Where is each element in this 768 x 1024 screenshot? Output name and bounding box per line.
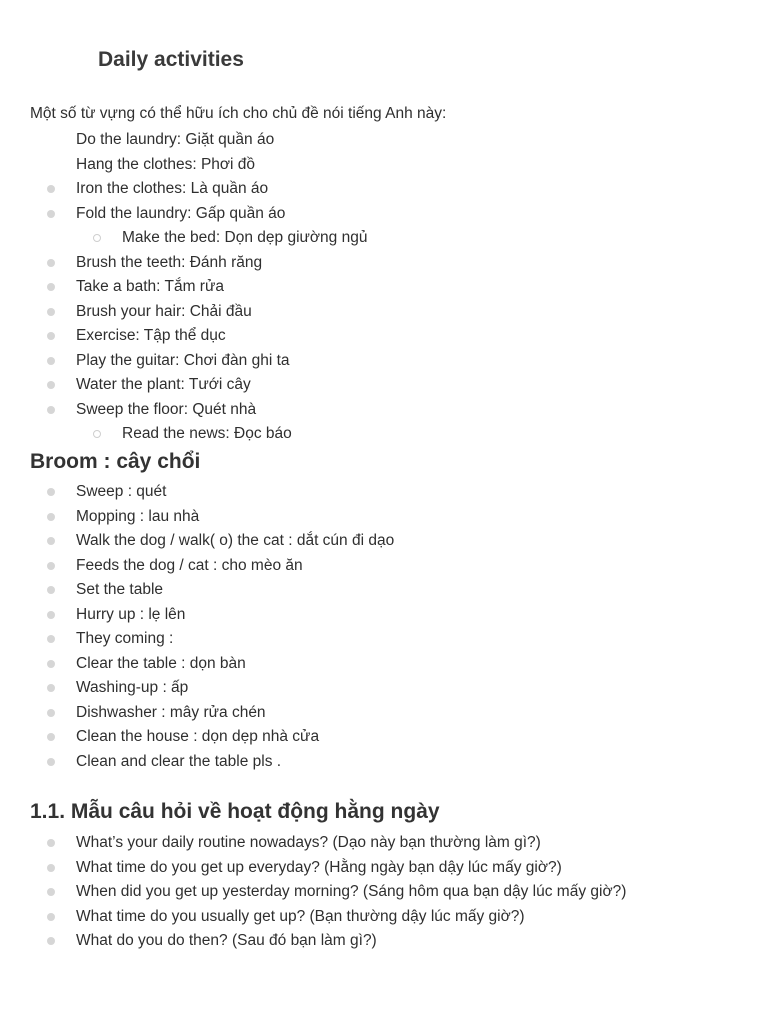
list-item-text: Clean the house : dọn dẹp nhà cửa: [76, 728, 320, 745]
list-item-text: Sweep : quét: [76, 483, 167, 500]
bullet-icon: [47, 537, 55, 545]
list-item-text: Washing-up : ấp: [76, 679, 189, 696]
bullet-icon: [47, 185, 55, 193]
list-item-text: Clear the table : dọn bàn: [76, 654, 246, 672]
intro-text[interactable]: Một số từ vựng có thể hữu ích cho chủ đề nói tiếng Anh này:: [30, 105, 447, 122]
list-item-text: Do the laundry: Giặt quần áo: [76, 131, 275, 148]
bullet-icon: [47, 283, 55, 291]
list-item-text: Walk the dog / walk( o) the cat : dắt cún đi dạo: [76, 532, 395, 549]
list-item-text: Hang the clothes: Phơi đồ: [76, 155, 256, 173]
list-item-text: Set the table: [76, 581, 164, 598]
heading-broom[interactable]: Broom : cây chổi: [30, 450, 201, 473]
bullet-icon: [47, 210, 55, 218]
bullet-icon: [47, 635, 55, 643]
bullet-icon: [47, 913, 55, 921]
bullet-icon: [47, 332, 55, 340]
bullet-icon: [47, 684, 55, 692]
list-item-text: What do you do then? (Sau đó bạn làm gì?): [76, 932, 377, 949]
list-item-text: Read the news: Đọc báo: [122, 425, 292, 442]
list-item-text: Play the guitar: Chơi đàn ghi ta: [76, 351, 290, 369]
bullet-icon: [47, 513, 55, 521]
list-item-text: What’s your daily routine nowadays? (Dạo này bạn thường làm gì?): [76, 834, 541, 851]
list-item-text: Exercise: Tập thể dục: [76, 327, 226, 344]
list-item-text: Iron the clothes: Là quần áo: [76, 180, 269, 197]
heading-questions[interactable]: 1.1. Mẫu câu hỏi về hoạt động hằng ngày: [30, 800, 440, 823]
bullet-icon: [47, 259, 55, 267]
list-item-text: What time do you usually get up? (Bạn thường dậy lúc mấy giờ?): [76, 907, 525, 925]
bullet-icon: [47, 488, 55, 496]
hollow-bullet-icon: [93, 234, 101, 242]
bullet-icon: [47, 839, 55, 847]
page-title[interactable]: Daily activities: [98, 48, 244, 71]
list-item-text: They coming :: [76, 630, 174, 647]
bullet-icon: [47, 660, 55, 668]
bullet-icon: [47, 937, 55, 945]
bullet-icon: [47, 758, 55, 766]
hollow-bullet-icon: [93, 430, 101, 438]
list-item-text: When did you get up yesterday morning? (Sáng hôm qua bạn dậy lúc mấy giờ?): [76, 883, 627, 900]
bullet-icon: [47, 709, 55, 717]
list-item-text: Fold the laundry: Gấp quần áo: [76, 204, 286, 222]
bullet-icon: [47, 864, 55, 872]
bullet-icon: [47, 406, 55, 414]
list-item-text: What time do you get up everyday? (Hằng ngày bạn dậy lúc mấy giờ?): [76, 858, 562, 876]
bullet-icon: [47, 357, 55, 365]
list-item-text: Brush your hair: Chải đầu: [76, 302, 252, 320]
bullet-icon: [47, 586, 55, 594]
bullet-icon: [47, 308, 55, 316]
bullet-icon: [47, 611, 55, 619]
list-item-text: Take a bath: Tắm rửa: [76, 278, 224, 295]
bullet-icon: [47, 733, 55, 741]
bullet-icon: [47, 562, 55, 570]
bullet-icon: [47, 888, 55, 896]
list-item-text: Water the plant: Tưới cây: [76, 376, 251, 393]
list-item-text: Make the bed: Dọn dẹp giường ngủ: [122, 229, 368, 246]
list-item-text: Brush the teeth: Đánh răng: [76, 253, 263, 271]
list-item-text: Dishwasher : mây rửa chén: [76, 703, 266, 721]
list-item-text: Sweep the floor: Quét nhà: [76, 400, 257, 418]
list-item-text: Hurry up : lẹ lên: [76, 605, 186, 623]
list-item-text: Mopping : lau nhà: [76, 507, 200, 525]
bullet-icon: [47, 381, 55, 389]
list-item-text: Feeds the dog / cat : cho mèo ăn: [76, 556, 303, 574]
list-item-text: Clean and clear the table pls .: [76, 752, 282, 770]
